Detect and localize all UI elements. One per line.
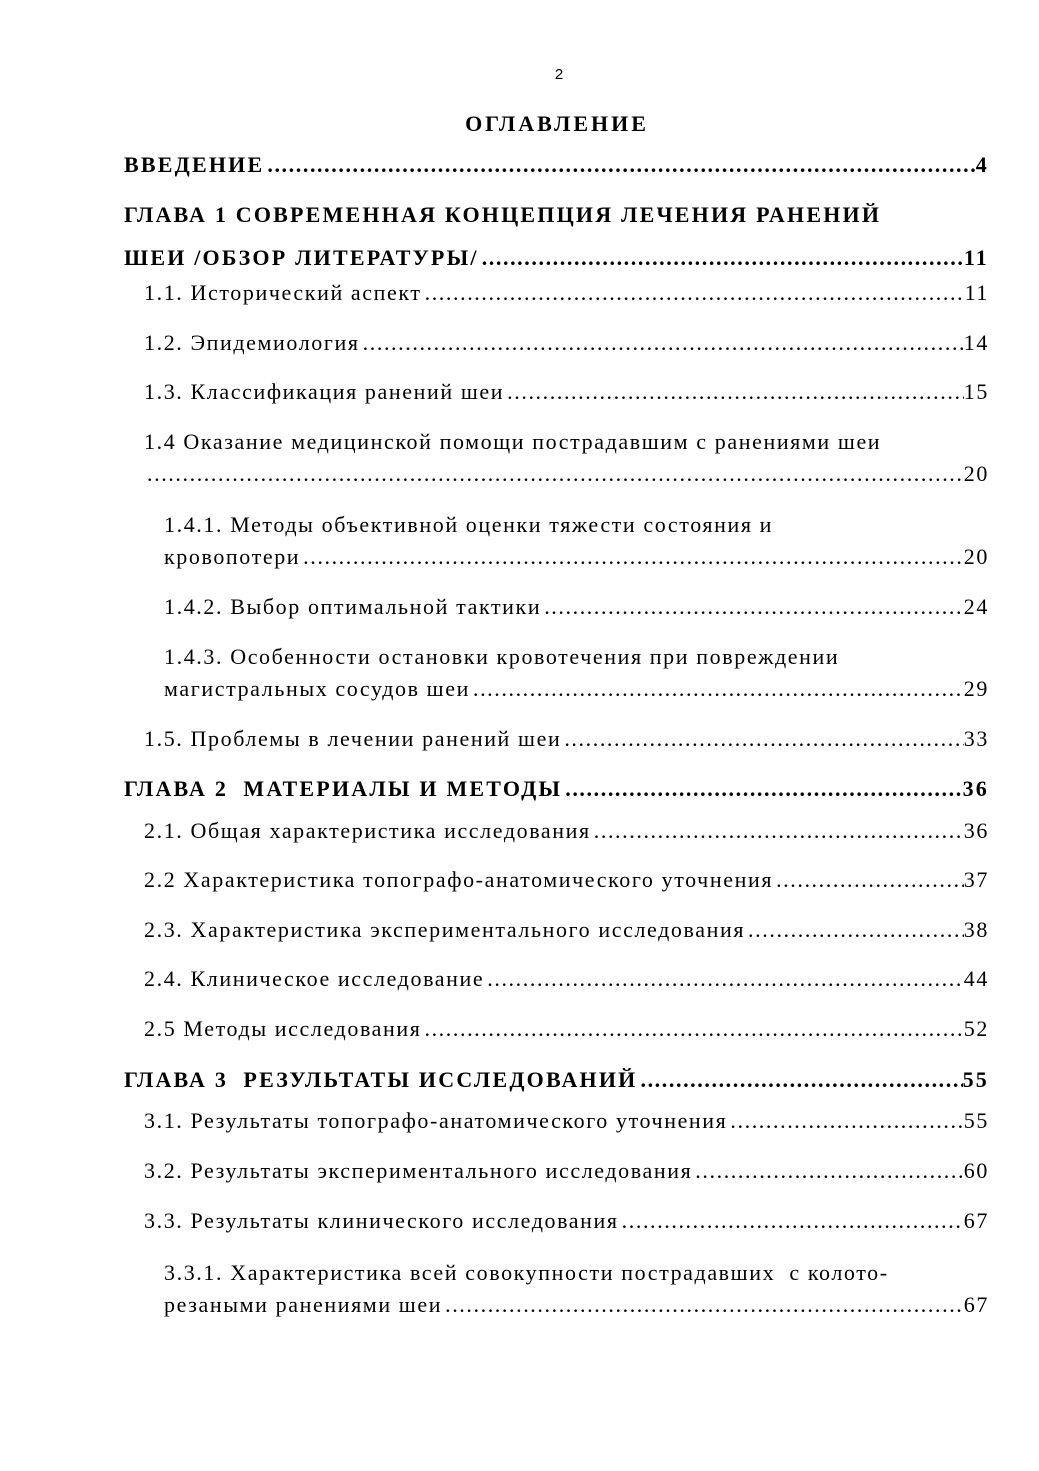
dot-leader: [727, 1105, 963, 1137]
toc-entry-3-2[interactable]: [144, 1155, 989, 1187]
toc-entry-2-3[interactable]: [144, 914, 989, 946]
dot-leader: [484, 963, 964, 995]
toc-entry-3-3-1[interactable]: [164, 1257, 989, 1321]
toc-entry-page: 36: [962, 776, 989, 801]
toc-entry-1-2[interactable]: [144, 327, 989, 359]
toc-entry-label: 2.4. Клиническое исследование: [144, 966, 485, 991]
toc-entry-label: магистральных сосудов шеи: [164, 676, 470, 701]
toc-entry-page: 55: [963, 1108, 989, 1133]
toc-entry-page: 67: [963, 1208, 989, 1233]
toc-entry-label: ГЛАВА 3 РЕЗУЛЬТАТЫ ИССЛЕДОВАНИЙ: [124, 1067, 638, 1092]
toc-entry-label: 1.1. Исторический аспект: [144, 280, 422, 305]
toc-entry-introduction[interactable]: [124, 149, 989, 181]
dot-leader: [692, 1155, 964, 1187]
toc-entry-label: кровопотери: [164, 544, 301, 569]
toc-entry-page: 52: [963, 1016, 989, 1041]
toc-entry-label: 3.2. Результаты экспериментального исследования: [144, 1158, 693, 1183]
dot-leader: [619, 1205, 964, 1237]
toc-entry-label: ГЛАВА 2 МАТЕРИАЛЫ И МЕТОДЫ: [124, 776, 563, 801]
toc-entry-label: резаными ранениями шеи: [164, 1292, 443, 1317]
toc-entry-label: 1.5. Проблемы в лечении ранений шеи: [144, 726, 562, 751]
toc-entry-label: 2.3. Характеристика экспериментального исследования: [144, 917, 746, 942]
toc-entry-page: 37: [963, 867, 989, 892]
toc-entry-label: 1.2. Эпидемиология: [144, 330, 360, 355]
toc-entry-label: 1.3. Классификация ранений шеи: [144, 379, 505, 404]
dot-leader: [421, 1013, 963, 1045]
dot-leader: [561, 723, 963, 755]
toc-entry-label: 3.1. Результаты топографо-анатомического уточнения: [144, 1108, 728, 1133]
toc-entry-first-line: ГЛАВА 1 СОВРЕМЕННАЯ КОНЦЕПЦИЯ ЛЕЧЕНИЯ РАНЕНИЙ: [124, 202, 882, 227]
dot-leader: [745, 914, 964, 946]
toc-entry-page: 36: [963, 818, 989, 843]
dot-leader: [562, 773, 962, 805]
dot-leader: [300, 541, 964, 573]
toc-entry-1-4-3[interactable]: [164, 641, 989, 705]
toc-entry-first-line: 1.4 Оказание медицинской помощи пострадавшим с ранениями шеи: [144, 429, 882, 454]
toc-entry-1-1[interactable]: [144, 277, 989, 309]
dot-leader: [541, 591, 964, 623]
toc-entry-page: 29: [963, 676, 989, 701]
toc-entry-chapter-1[interactable]: [124, 193, 989, 279]
dot-leader: [504, 376, 964, 408]
dot-leader: [637, 1064, 962, 1096]
toc-entry-page: 33: [963, 726, 989, 751]
toc-entry-page: 44: [963, 966, 989, 991]
dot-leader: [360, 327, 964, 359]
toc-entry-label: 3.3. Результаты клинического исследования: [144, 1208, 619, 1233]
dot-leader: [144, 458, 964, 490]
toc-entry-page: 38: [963, 917, 989, 942]
toc-entry-chapter-3[interactable]: [124, 1064, 989, 1096]
toc-entry-label: ВВЕДЕНИЕ: [124, 152, 265, 177]
toc-entry-page: 11: [964, 280, 989, 305]
dot-leader: [470, 673, 964, 705]
toc-entry-page: 20: [963, 461, 989, 486]
toc-entry-first-line: 3.3.1. Характеристика всей совокупности пострадавших с колото-: [164, 1260, 889, 1285]
toc-entry-1-3[interactable]: [144, 376, 989, 408]
toc-entry-first-line: 1.4.1. Методы объективной оценки тяжести состояния и: [164, 512, 774, 537]
toc-entry-1-5[interactable]: [144, 723, 989, 755]
toc-title: ОГЛАВЛЕНИЕ: [465, 111, 649, 136]
toc-entry-1-4[interactable]: [144, 426, 989, 490]
toc-entry-page: 60: [963, 1158, 989, 1183]
toc-entry-3-1[interactable]: [144, 1105, 989, 1137]
toc-entry-page: 14: [963, 330, 989, 355]
toc-entry-page: 55: [962, 1067, 989, 1092]
dot-leader: [422, 277, 965, 309]
toc-entry-page: 20: [963, 544, 989, 569]
toc-entry-1-4-1[interactable]: [164, 509, 989, 573]
toc-entry-label: ШЕИ /ОБЗОР ЛИТЕРАТУРЫ/: [124, 245, 479, 270]
toc-entry-label: 2.2 Характеристика топографо-анатомического уточнения: [144, 867, 774, 892]
toc-entry-page: 15: [963, 379, 989, 404]
toc-entry-first-line: 1.4.3. Особенности остановки кровотечения при повреждении: [164, 644, 840, 669]
toc-entry-2-2[interactable]: [144, 864, 989, 896]
toc-entry-page: 67: [963, 1292, 989, 1317]
dot-leader: [773, 864, 964, 896]
dot-leader: [264, 149, 975, 181]
toc-entry-3-3[interactable]: [144, 1205, 989, 1237]
toc-entry-label: 1.4.2. Выбор оптимальной тактики: [164, 594, 542, 619]
toc-entry-label: 2.1. Общая характеристика исследования: [144, 818, 591, 843]
toc-entry-chapter-2[interactable]: [124, 773, 989, 805]
toc-entry-page: 4: [975, 152, 989, 177]
toc-entry-2-1[interactable]: [144, 815, 989, 847]
dot-leader: [591, 815, 964, 847]
toc-entry-label: 2.5 Методы исследования: [144, 1016, 422, 1041]
toc-entry-page: 24: [963, 594, 989, 619]
dot-leader: [442, 1289, 964, 1321]
toc-entry-2-5[interactable]: [144, 1013, 989, 1045]
toc-entry-2-4[interactable]: [144, 963, 989, 995]
toc-entry-page: 11: [963, 245, 989, 270]
page-number: 2: [554, 66, 564, 83]
toc-entry-1-4-2[interactable]: [164, 591, 989, 623]
dot-leader: [479, 236, 964, 279]
